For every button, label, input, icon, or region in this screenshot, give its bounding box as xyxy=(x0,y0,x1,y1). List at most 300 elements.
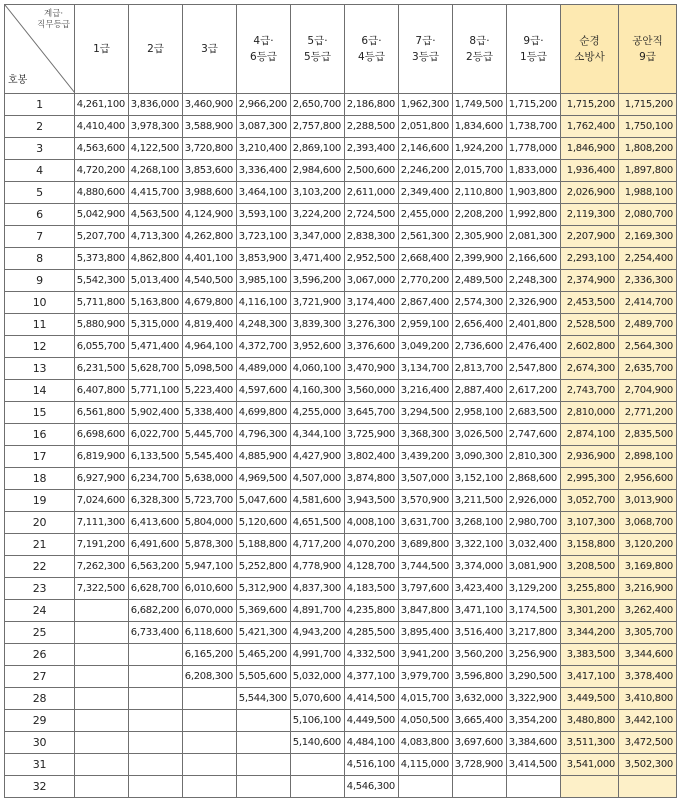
salary-cell: 5,106,100 xyxy=(291,710,345,732)
salary-cell: 4,372,700 xyxy=(237,336,291,358)
salary-cell: 6,231,500 xyxy=(75,358,129,380)
salary-cell xyxy=(183,732,237,754)
salary-cell: 2,293,100 xyxy=(561,248,619,270)
column-header-line: 9급 xyxy=(639,51,656,63)
salary-cell: 2,166,600 xyxy=(507,248,561,270)
table-row xyxy=(5,556,677,578)
salary-cell: 2,813,700 xyxy=(453,358,507,380)
salary-cell: 5,338,400 xyxy=(183,402,237,424)
salary-cell: 2,966,200 xyxy=(237,94,291,116)
salary-cell: 2,547,800 xyxy=(507,358,561,380)
salary-cell: 4,796,300 xyxy=(237,424,291,446)
step-number-cell: 19 xyxy=(5,490,75,512)
table-row xyxy=(5,644,677,666)
salary-cell: 3,224,200 xyxy=(291,204,345,226)
column-header xyxy=(237,5,291,94)
corner-header-cell xyxy=(5,5,75,94)
salary-cell: 3,560,000 xyxy=(345,380,399,402)
salary-cell: 3,449,500 xyxy=(561,688,619,710)
table-row xyxy=(5,314,677,336)
salary-cell: 2,051,800 xyxy=(399,116,453,138)
salary-cell: 1,715,200 xyxy=(507,94,561,116)
salary-cell: 1,834,600 xyxy=(453,116,507,138)
salary-cell: 2,336,300 xyxy=(619,270,677,292)
salary-cell: 5,312,900 xyxy=(237,578,291,600)
salary-cell: 4,050,500 xyxy=(399,710,453,732)
salary-cell: 1,897,800 xyxy=(619,160,677,182)
salary-cell: 3,262,400 xyxy=(619,600,677,622)
salary-cell xyxy=(183,754,237,776)
salary-cell: 4,332,500 xyxy=(345,644,399,666)
column-header-line: 소방사 xyxy=(574,51,605,63)
salary-cell: 4,880,600 xyxy=(75,182,129,204)
salary-cell: 2,656,400 xyxy=(453,314,507,336)
table-row xyxy=(5,512,677,534)
salary-cell: 5,465,200 xyxy=(237,644,291,666)
salary-cell: 3,344,200 xyxy=(561,622,619,644)
step-number-cell: 12 xyxy=(5,336,75,358)
salary-cell: 3,129,200 xyxy=(507,578,561,600)
step-number-cell: 15 xyxy=(5,402,75,424)
salary-cell xyxy=(453,776,507,798)
salary-cell: 4,679,800 xyxy=(183,292,237,314)
salary-cell: 3,174,400 xyxy=(345,292,399,314)
salary-cell: 5,542,300 xyxy=(75,270,129,292)
step-number-cell: 3 xyxy=(5,138,75,160)
salary-cell: 3,368,300 xyxy=(399,424,453,446)
salary-cell xyxy=(129,754,183,776)
salary-cell: 3,507,000 xyxy=(399,468,453,490)
salary-cell: 2,326,900 xyxy=(507,292,561,314)
step-number-cell: 29 xyxy=(5,710,75,732)
salary-cell: 3,596,800 xyxy=(453,666,507,688)
salary-cell: 2,747,600 xyxy=(507,424,561,446)
salary-cell: 3,632,000 xyxy=(453,688,507,710)
salary-cell: 6,561,800 xyxy=(75,402,129,424)
step-number-cell: 23 xyxy=(5,578,75,600)
salary-cell: 7,111,300 xyxy=(75,512,129,534)
salary-cell: 3,158,800 xyxy=(561,534,619,556)
table-row xyxy=(5,776,677,798)
salary-cell: 2,146,600 xyxy=(399,138,453,160)
table-body xyxy=(5,94,677,798)
table-row xyxy=(5,292,677,314)
salary-cell: 3,107,300 xyxy=(561,512,619,534)
salary-cell: 3,174,500 xyxy=(507,600,561,622)
salary-cell: 2,757,800 xyxy=(291,116,345,138)
salary-cell: 2,835,500 xyxy=(619,424,677,446)
step-number-cell: 14 xyxy=(5,380,75,402)
salary-cell: 4,778,900 xyxy=(291,556,345,578)
salary-cell: 1,750,100 xyxy=(619,116,677,138)
column-header-line: 2등급 xyxy=(466,51,493,63)
salary-table xyxy=(4,4,677,798)
step-number-cell: 6 xyxy=(5,204,75,226)
step-number-cell: 9 xyxy=(5,270,75,292)
salary-cell: 2,810,300 xyxy=(507,446,561,468)
column-header-line: 4급· xyxy=(253,35,274,47)
salary-cell: 2,288,500 xyxy=(345,116,399,138)
salary-cell: 1,749,500 xyxy=(453,94,507,116)
salary-cell: 3,689,800 xyxy=(399,534,453,556)
column-header xyxy=(129,5,183,94)
salary-cell: 2,874,100 xyxy=(561,424,619,446)
salary-cell: 5,373,800 xyxy=(75,248,129,270)
salary-cell: 4,344,100 xyxy=(291,424,345,446)
salary-cell: 4,991,700 xyxy=(291,644,345,666)
column-header-line: 3급 xyxy=(201,43,218,55)
step-number-cell: 8 xyxy=(5,248,75,270)
salary-cell: 3,423,400 xyxy=(453,578,507,600)
salary-cell: 2,984,600 xyxy=(291,160,345,182)
salary-cell: 2,169,300 xyxy=(619,226,677,248)
salary-cell: 1,846,900 xyxy=(561,138,619,160)
salary-cell: 6,022,700 xyxy=(129,424,183,446)
salary-cell: 4,713,300 xyxy=(129,226,183,248)
salary-cell: 5,421,300 xyxy=(237,622,291,644)
salary-cell: 3,631,700 xyxy=(399,512,453,534)
salary-cell: 2,349,400 xyxy=(399,182,453,204)
table-row xyxy=(5,336,677,358)
salary-cell: 3,087,300 xyxy=(237,116,291,138)
step-number-cell: 20 xyxy=(5,512,75,534)
salary-cell: 3,384,600 xyxy=(507,732,561,754)
table-row xyxy=(5,622,677,644)
salary-cell: 4,885,900 xyxy=(237,446,291,468)
header-row xyxy=(5,5,677,94)
salary-cell xyxy=(291,754,345,776)
salary-cell: 6,491,600 xyxy=(129,534,183,556)
salary-cell xyxy=(75,710,129,732)
salary-cell: 2,080,700 xyxy=(619,204,677,226)
salary-cell: 2,810,000 xyxy=(561,402,619,424)
salary-cell xyxy=(75,644,129,666)
salary-cell: 3,952,600 xyxy=(291,336,345,358)
salary-cell: 3,723,100 xyxy=(237,226,291,248)
salary-cell: 4,262,800 xyxy=(183,226,237,248)
salary-cell: 5,545,400 xyxy=(183,446,237,468)
salary-cell: 2,867,400 xyxy=(399,292,453,314)
salary-cell: 2,958,100 xyxy=(453,402,507,424)
salary-cell: 3,268,100 xyxy=(453,512,507,534)
salary-cell: 3,472,500 xyxy=(619,732,677,754)
salary-cell: 4,507,000 xyxy=(291,468,345,490)
table-row xyxy=(5,94,677,116)
salary-cell: 2,564,300 xyxy=(619,336,677,358)
salary-cell: 4,540,500 xyxy=(183,270,237,292)
salary-cell: 5,711,800 xyxy=(75,292,129,314)
salary-cell: 2,489,500 xyxy=(453,270,507,292)
salary-cell: 3,294,500 xyxy=(399,402,453,424)
table-row xyxy=(5,578,677,600)
salary-cell: 5,032,000 xyxy=(291,666,345,688)
salary-cell: 3,090,300 xyxy=(453,446,507,468)
step-number-cell: 18 xyxy=(5,468,75,490)
salary-cell: 2,668,400 xyxy=(399,248,453,270)
salary-cell: 5,140,600 xyxy=(291,732,345,754)
salary-cell: 2,401,800 xyxy=(507,314,561,336)
salary-cell: 5,471,400 xyxy=(129,336,183,358)
step-number-cell: 17 xyxy=(5,446,75,468)
salary-cell: 3,336,400 xyxy=(237,160,291,182)
salary-cell: 4,415,700 xyxy=(129,182,183,204)
salary-cell: 2,207,900 xyxy=(561,226,619,248)
salary-cell: 2,015,700 xyxy=(453,160,507,182)
salary-cell: 6,328,300 xyxy=(129,490,183,512)
salary-cell: 7,191,200 xyxy=(75,534,129,556)
salary-cell: 3,134,700 xyxy=(399,358,453,380)
salary-cell: 5,207,700 xyxy=(75,226,129,248)
table-row xyxy=(5,270,677,292)
salary-cell: 5,804,000 xyxy=(183,512,237,534)
salary-cell: 2,254,400 xyxy=(619,248,677,270)
salary-cell: 3,471,100 xyxy=(453,600,507,622)
table-row xyxy=(5,710,677,732)
salary-cell: 2,724,500 xyxy=(345,204,399,226)
salary-cell xyxy=(75,688,129,710)
salary-cell: 3,502,300 xyxy=(619,754,677,776)
salary-cell xyxy=(507,776,561,798)
column-header xyxy=(507,5,561,94)
table-row xyxy=(5,490,677,512)
table-row xyxy=(5,380,677,402)
salary-cell: 3,943,500 xyxy=(345,490,399,512)
salary-cell: 4,060,100 xyxy=(291,358,345,380)
salary-cell: 6,407,800 xyxy=(75,380,129,402)
step-number-cell: 16 xyxy=(5,424,75,446)
salary-cell: 3,290,500 xyxy=(507,666,561,688)
salary-cell: 4,581,600 xyxy=(291,490,345,512)
salary-cell: 3,354,200 xyxy=(507,710,561,732)
salary-cell: 6,927,900 xyxy=(75,468,129,490)
salary-cell: 2,528,500 xyxy=(561,314,619,336)
salary-cell: 2,770,200 xyxy=(399,270,453,292)
salary-cell: 2,208,200 xyxy=(453,204,507,226)
step-number-cell: 10 xyxy=(5,292,75,314)
salary-cell: 6,413,600 xyxy=(129,512,183,534)
salary-cell: 2,561,300 xyxy=(399,226,453,248)
step-number-cell: 5 xyxy=(5,182,75,204)
salary-cell: 3,985,100 xyxy=(237,270,291,292)
salary-cell: 4,285,500 xyxy=(345,622,399,644)
salary-cell: 2,119,300 xyxy=(561,204,619,226)
salary-cell xyxy=(129,776,183,798)
column-header xyxy=(453,5,507,94)
salary-cell: 3,470,900 xyxy=(345,358,399,380)
salary-cell: 4,546,300 xyxy=(345,776,399,798)
grade-axis-label-line: 계급· xyxy=(44,9,64,19)
step-number-cell: 30 xyxy=(5,732,75,754)
step-number-cell: 28 xyxy=(5,688,75,710)
table-row xyxy=(5,732,677,754)
salary-cell: 4,268,100 xyxy=(129,160,183,182)
salary-cell: 3,516,400 xyxy=(453,622,507,644)
salary-cell: 4,122,500 xyxy=(129,138,183,160)
salary-cell: 2,959,100 xyxy=(399,314,453,336)
salary-cell: 3,322,900 xyxy=(507,688,561,710)
salary-cell: 4,563,500 xyxy=(129,204,183,226)
grade-axis-label-line: 직무등급 xyxy=(37,20,70,30)
salary-cell: 2,399,900 xyxy=(453,248,507,270)
salary-cell: 4,891,700 xyxy=(291,600,345,622)
salary-cell: 3,645,700 xyxy=(345,402,399,424)
salary-cell: 5,505,600 xyxy=(237,666,291,688)
salary-cell: 3,305,700 xyxy=(619,622,677,644)
salary-cell: 3,439,200 xyxy=(399,446,453,468)
salary-cell: 1,715,200 xyxy=(561,94,619,116)
salary-cell: 2,926,000 xyxy=(507,490,561,512)
salary-cell: 3,081,900 xyxy=(507,556,561,578)
salary-cell: 3,276,300 xyxy=(345,314,399,336)
salary-cell: 2,611,000 xyxy=(345,182,399,204)
salary-cell: 4,410,400 xyxy=(75,116,129,138)
salary-cell: 1,992,800 xyxy=(507,204,561,226)
salary-cell: 3,068,700 xyxy=(619,512,677,534)
salary-cell: 4,261,100 xyxy=(75,94,129,116)
column-header-line: 3등급 xyxy=(412,51,439,63)
salary-cell: 4,124,900 xyxy=(183,204,237,226)
salary-cell: 3,721,900 xyxy=(291,292,345,314)
salary-cell xyxy=(75,666,129,688)
salary-cell: 5,902,400 xyxy=(129,402,183,424)
step-number-cell: 25 xyxy=(5,622,75,644)
salary-cell: 4,651,500 xyxy=(291,512,345,534)
step-axis-label: 호봉 xyxy=(8,75,28,86)
salary-cell: 2,887,400 xyxy=(453,380,507,402)
salary-cell: 3,378,400 xyxy=(619,666,677,688)
salary-cell: 3,374,000 xyxy=(453,556,507,578)
salary-cell: 3,511,300 xyxy=(561,732,619,754)
salary-cell: 3,560,200 xyxy=(453,644,507,666)
salary-cell: 3,570,900 xyxy=(399,490,453,512)
salary-cell xyxy=(183,710,237,732)
salary-cell: 3,588,900 xyxy=(183,116,237,138)
step-number-cell: 1 xyxy=(5,94,75,116)
salary-cell: 3,216,900 xyxy=(619,578,677,600)
salary-cell xyxy=(129,644,183,666)
salary-cell xyxy=(129,666,183,688)
salary-cell: 6,628,700 xyxy=(129,578,183,600)
table-row xyxy=(5,534,677,556)
salary-cell xyxy=(183,776,237,798)
table-row xyxy=(5,182,677,204)
salary-cell: 3,120,200 xyxy=(619,534,677,556)
salary-cell: 5,638,000 xyxy=(183,468,237,490)
salary-cell: 3,049,200 xyxy=(399,336,453,358)
salary-cell: 5,544,300 xyxy=(237,688,291,710)
salary-table-container xyxy=(4,4,677,798)
salary-cell: 3,720,800 xyxy=(183,138,237,160)
salary-cell: 3,103,200 xyxy=(291,182,345,204)
salary-cell xyxy=(237,710,291,732)
column-header-line: 7급· xyxy=(415,35,436,47)
salary-cell: 1,936,400 xyxy=(561,160,619,182)
step-number-cell: 32 xyxy=(5,776,75,798)
table-row xyxy=(5,248,677,270)
salary-cell: 4,969,500 xyxy=(237,468,291,490)
salary-cell xyxy=(129,732,183,754)
salary-cell: 5,369,600 xyxy=(237,600,291,622)
salary-cell: 4,116,100 xyxy=(237,292,291,314)
column-header-line: 2급 xyxy=(147,43,164,55)
salary-cell: 3,256,900 xyxy=(507,644,561,666)
salary-cell: 3,414,500 xyxy=(507,754,561,776)
salary-cell: 2,248,300 xyxy=(507,270,561,292)
salary-cell xyxy=(237,754,291,776)
salary-cell xyxy=(75,732,129,754)
salary-cell: 2,617,200 xyxy=(507,380,561,402)
salary-cell xyxy=(237,776,291,798)
salary-cell: 2,476,400 xyxy=(507,336,561,358)
salary-cell: 3,853,600 xyxy=(183,160,237,182)
salary-cell xyxy=(129,688,183,710)
salary-cell: 2,868,600 xyxy=(507,468,561,490)
step-number-cell: 4 xyxy=(5,160,75,182)
column-header-line: 4등급 xyxy=(358,51,385,63)
step-number-cell: 11 xyxy=(5,314,75,336)
salary-cell: 1,903,800 xyxy=(507,182,561,204)
salary-cell: 6,682,200 xyxy=(129,600,183,622)
salary-cell: 1,988,100 xyxy=(619,182,677,204)
step-number-cell: 26 xyxy=(5,644,75,666)
salary-cell: 3,026,500 xyxy=(453,424,507,446)
salary-cell: 4,484,100 xyxy=(345,732,399,754)
column-header-line: 9급· xyxy=(523,35,544,47)
salary-cell: 6,234,700 xyxy=(129,468,183,490)
table-row xyxy=(5,204,677,226)
salary-cell: 5,445,700 xyxy=(183,424,237,446)
salary-cell: 3,013,900 xyxy=(619,490,677,512)
salary-cell: 2,574,300 xyxy=(453,292,507,314)
salary-cell: 3,301,200 xyxy=(561,600,619,622)
salary-cell: 3,725,900 xyxy=(345,424,399,446)
step-number-cell: 24 xyxy=(5,600,75,622)
table-row xyxy=(5,402,677,424)
salary-cell: 4,083,800 xyxy=(399,732,453,754)
salary-cell: 3,208,500 xyxy=(561,556,619,578)
salary-cell xyxy=(75,776,129,798)
salary-cell: 4,401,100 xyxy=(183,248,237,270)
column-header-line: 1등급 xyxy=(520,51,547,63)
salary-cell: 3,593,100 xyxy=(237,204,291,226)
salary-cell: 4,862,800 xyxy=(129,248,183,270)
salary-cell: 5,723,700 xyxy=(183,490,237,512)
salary-cell: 7,262,300 xyxy=(75,556,129,578)
salary-cell: 3,665,400 xyxy=(453,710,507,732)
salary-cell: 2,898,100 xyxy=(619,446,677,468)
salary-cell xyxy=(291,776,345,798)
column-header xyxy=(619,5,677,94)
salary-cell: 2,246,200 xyxy=(399,160,453,182)
column-header-line: 6급· xyxy=(361,35,382,47)
salary-cell: 3,596,200 xyxy=(291,270,345,292)
salary-cell: 6,819,900 xyxy=(75,446,129,468)
salary-cell: 4,160,300 xyxy=(291,380,345,402)
salary-cell: 6,133,500 xyxy=(129,446,183,468)
column-header-line: 8급· xyxy=(469,35,490,47)
salary-cell: 5,223,400 xyxy=(183,380,237,402)
salary-cell: 4,597,600 xyxy=(237,380,291,402)
salary-cell: 3,979,700 xyxy=(399,666,453,688)
salary-cell: 2,743,700 xyxy=(561,380,619,402)
table-row xyxy=(5,424,677,446)
salary-cell: 4,516,100 xyxy=(345,754,399,776)
salary-cell xyxy=(237,732,291,754)
salary-cell: 2,414,700 xyxy=(619,292,677,314)
salary-cell: 2,704,900 xyxy=(619,380,677,402)
salary-cell: 1,833,000 xyxy=(507,160,561,182)
column-header-line: 1급 xyxy=(93,43,110,55)
